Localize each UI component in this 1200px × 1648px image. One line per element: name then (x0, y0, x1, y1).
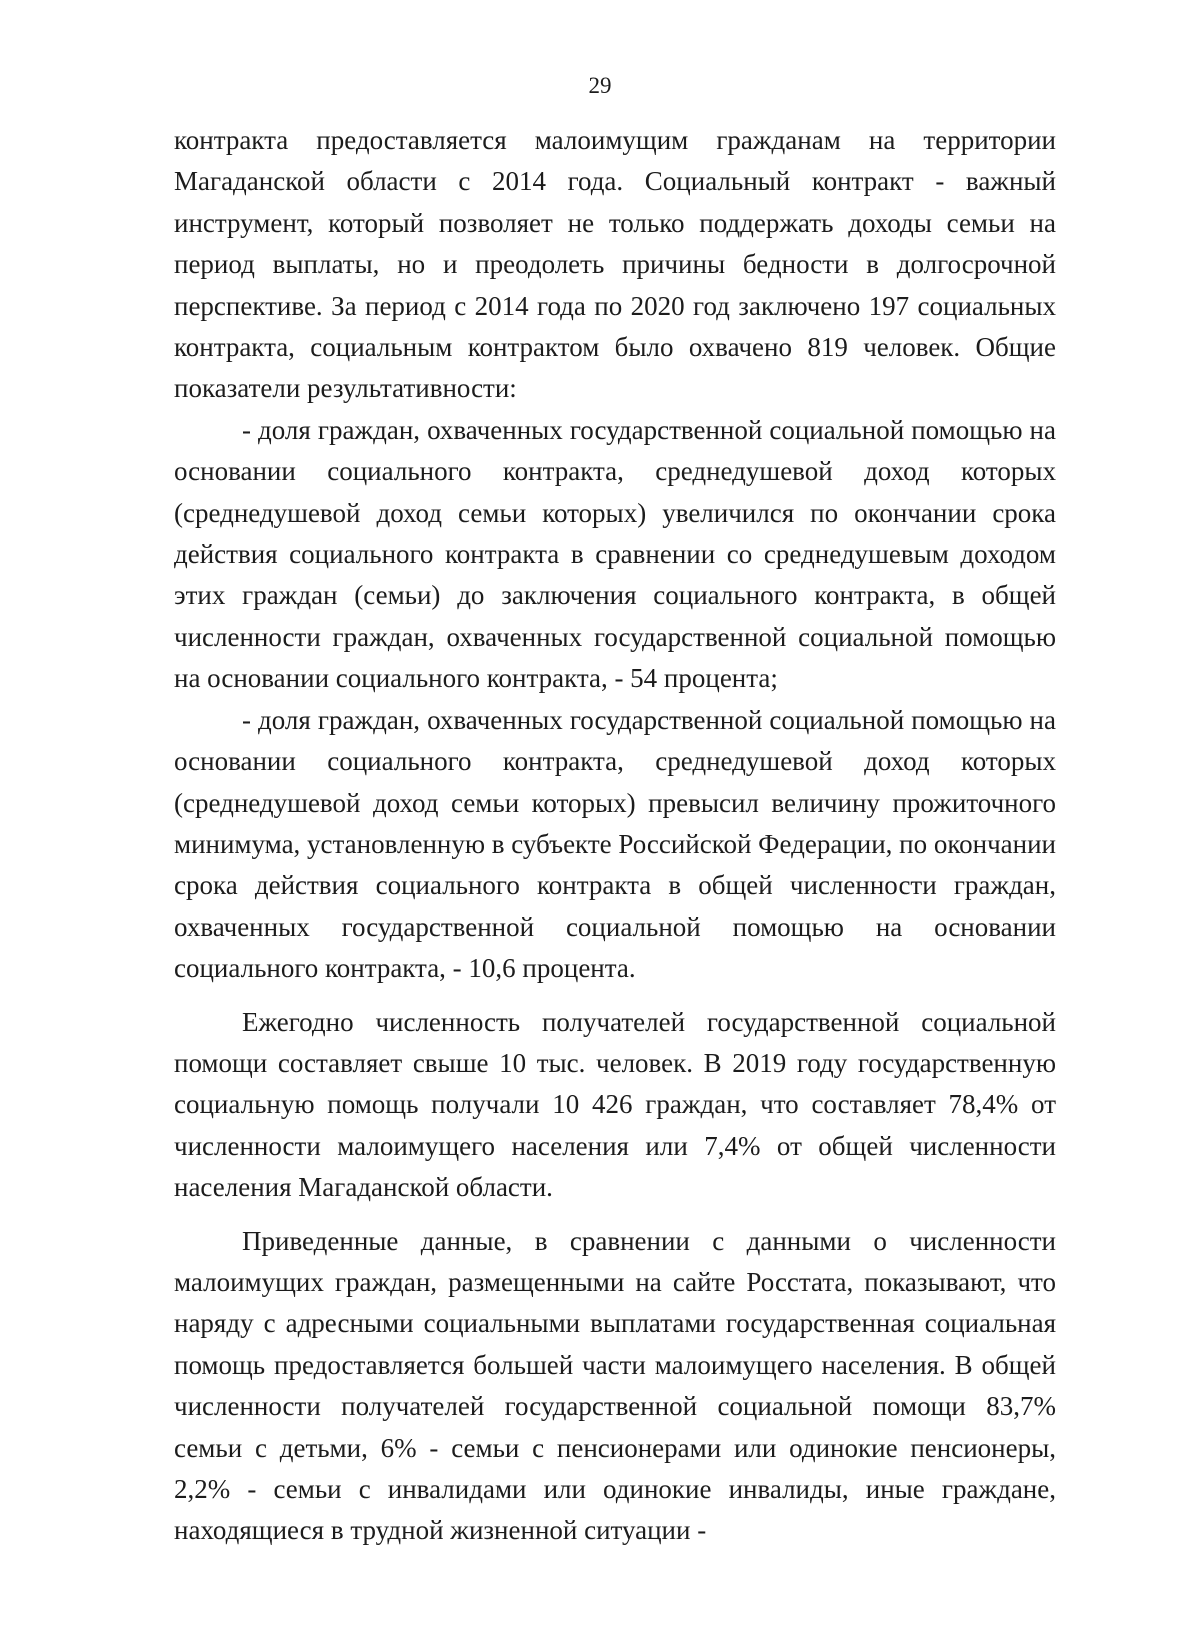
paragraph-recipients-structure: Приведенные данные, в сравнении с данными о численности малоимущих граждан, размещенными на сайте Росстата, показывают, что наряду с адресными социальными выплатами государственная социальная помощь предоставляется большей части малоимущего населения. В общей численности получателей государственной социальной помощи 83,7% семьи с детьми, 6% - семьи с пенсионерами или одинокие пенсионеры, 2,2% - семьи с инвалидами или одинокие инвалиды, иные граждане, находящиеся в трудной жизненной ситуации - (174, 1225, 1056, 1546)
paragraph-recipients-count: Ежегодно численность получателей государственной социальной помощи составляет свыше 10 тыс. человек. В 2019 году государственную социальную помощь получали 10 426 граждан, что составляет 78,4% от численности малоимущего населения или 7,4% от общей численности населения Магаданской области. (174, 1006, 1056, 1203)
paragraph-contract-intro: контракта предоставляется малоимущим гражданам на территории Магаданской области с 2014 года. Социальный контракт - важный инструмент, который позволяет не только поддержать доходы семьи на период выплаты, но и преодолеть причины бедности в долгосрочной перспективе. За период с 2014 года по 2020 год заключено 197 социальных контракта, социальным контрактом было охвачено 819 человек. Общие показатели результативности: (174, 125, 1056, 404)
document-body (174, 120, 1056, 1552)
paragraph-indicator-above-minimum: - доля граждан, охваченных государственной социальной помощью на основании социального контракта, среднедушевой доход которых (среднедушевой доход семьи которых) превысил величину прожиточного минимума, установленную в субъекте Российской Федерации, по окончании срока действия социального контракта в общей численности граждан, охваченных государственной социальной помощью на основании социального контракта, - 10,6 процента. (174, 704, 1056, 984)
page-number: 29 (588, 73, 612, 98)
paragraph-indicator-income-growth: - доля граждан, охваченных государственной социальной помощью на основании социального контракта, среднедушевой доход которых (среднедушевой доход семьи которых) увеличился по окончании срока действия социального контракта в сравнении со среднедушевым доходом этих граждан (семьи) до заключения социального контракта, в общей численности граждан, охваченных государственной социальной помощью на основании социального контракта, - 54 процента; (174, 414, 1056, 694)
